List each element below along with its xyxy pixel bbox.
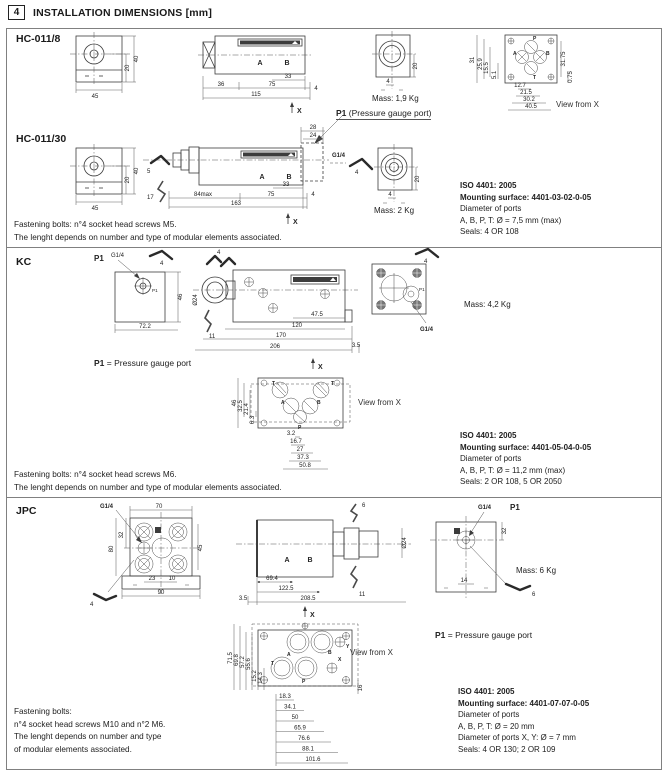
dim-label: 4	[388, 192, 392, 198]
port-label-b: B	[307, 557, 313, 564]
dim-label: 24	[309, 133, 317, 139]
iso-line: ISO 4401: 2005	[458, 687, 515, 696]
model-label-hc30: HC-011/30	[16, 133, 67, 145]
p1-callout	[336, 108, 431, 120]
thread-label: G1/4	[332, 153, 346, 159]
dim-label: 4	[386, 79, 390, 85]
iso-line: Diameter of ports X, Y: Ø = 7 mm	[458, 733, 576, 742]
dim-label: 50	[291, 715, 299, 721]
model-label-hc8: HC-011/8	[16, 33, 61, 45]
iso-line: ISO 4401: 2005	[460, 431, 517, 440]
iso-line: A, B, P, T: Ø = 7,5 mm (max)	[460, 215, 562, 225]
view-from-x-label-jpc: View from X	[350, 648, 393, 657]
dim-label: 4	[314, 86, 318, 92]
dim-label: 101.6	[305, 757, 321, 763]
iso-line: A, B, P, T: Ø = 20 mm	[458, 721, 535, 731]
dim-label: 40.5	[525, 104, 537, 110]
jpc-side-view	[236, 498, 418, 618]
jpc-front-view	[88, 498, 220, 610]
iso-line: Mounting surface: 4401-03-02-0-05	[460, 192, 592, 202]
port-label-p: P	[298, 425, 302, 431]
iso-line: Mounting surface: 4401-05-04-0-05	[460, 442, 592, 452]
dim-label: 3.2	[286, 431, 296, 437]
dim-label: 46	[232, 399, 238, 407]
note-line: Fastening bolts: n°4 socket head screws M6.	[14, 470, 177, 479]
iso-line: Diameter of ports	[460, 204, 522, 213]
mass-label-hc30: Mass: 2 Kg	[374, 206, 415, 215]
dim-label: 46	[178, 293, 184, 301]
jpc-mounting-view	[228, 610, 380, 768]
plug-key-size: 4	[90, 602, 94, 608]
dim-label: 16.7	[290, 439, 302, 445]
dim-label: 21.5	[520, 90, 532, 96]
note-line: Fastening bolts: n°4 socket head screws M5.	[14, 220, 177, 229]
hc8-end-view	[370, 29, 420, 95]
dim-label: 16	[358, 684, 364, 692]
port-label-t: T	[533, 75, 537, 81]
port-label-p: P	[533, 36, 537, 42]
dim-label: 69.4	[266, 576, 278, 582]
plug-key-size: 4	[160, 261, 164, 267]
plug-key-size: 4	[355, 170, 359, 176]
dim-label: 122.5	[278, 586, 294, 592]
dim-label: 57.2	[240, 656, 246, 668]
dim-label: 15.5	[484, 62, 490, 74]
mass-label-jpc: Mass: 6 Kg	[516, 566, 557, 575]
x-marker: X	[293, 219, 298, 226]
port-label-b: B	[284, 60, 290, 67]
fastening-note-jpc	[14, 706, 165, 756]
port-label-b: B	[286, 174, 292, 181]
dim-label: 163	[230, 201, 242, 207]
wrench-size: 11	[209, 334, 216, 340]
dim-label: 75	[268, 82, 276, 88]
dim-label: 20	[125, 176, 131, 184]
x-marker: X	[318, 364, 323, 371]
port-label-b: B	[328, 650, 332, 656]
plug-key-size: 4	[424, 259, 428, 265]
dim-label: 40	[134, 55, 140, 63]
dim-label: 33	[284, 74, 292, 80]
dim-label: 30.2	[523, 97, 535, 103]
port-label-a: A	[287, 652, 291, 658]
iso-block-kc	[460, 430, 591, 488]
iso-line: Diameter of ports	[458, 710, 520, 719]
dim-label: 3.5	[351, 343, 361, 349]
iso-line: ISO 4401: 2005	[460, 181, 517, 190]
note-line: Fastening bolts:	[14, 707, 72, 716]
port-label-t: T	[331, 381, 335, 387]
dim-label: 75	[267, 192, 275, 198]
p1-callout-bold: P1	[336, 108, 347, 118]
kc-mounting-view	[233, 370, 373, 472]
dim-label: 31.75	[561, 51, 567, 67]
dim-label: 37.3	[297, 455, 309, 461]
dim-label: 45	[91, 94, 99, 100]
dim-label: 6.3	[250, 415, 256, 425]
kc-side-view	[193, 248, 363, 370]
dim-label: 45	[91, 206, 99, 212]
iso-line: Diameter of ports	[460, 454, 522, 463]
dim-label: 80	[109, 545, 115, 553]
port-label-p: P	[302, 679, 306, 685]
hc8-front-outline	[76, 36, 122, 82]
p1-port-label: P1	[152, 288, 158, 293]
dim-label: 27	[296, 447, 304, 453]
iso-block-hc30	[460, 180, 591, 238]
hc8-front-view	[68, 32, 148, 102]
model-label-kc: KC	[16, 256, 32, 268]
p1-legend-bold: P1	[94, 358, 105, 368]
dim-label: 14.3	[258, 672, 264, 684]
iso-line: Seals: 4 OR 130; 2 OR 109	[458, 744, 556, 754]
dim-label: 50.8	[299, 463, 311, 469]
view-from-x-label-hc8: View from X	[556, 100, 599, 109]
dim-label: 69.8	[234, 654, 240, 666]
port-label-a: A	[259, 174, 265, 181]
iso-line: Mounting surface: 4401-07-07-0-05	[458, 698, 590, 708]
dim-label: 18.3	[279, 694, 291, 700]
dim-label: 55.6	[246, 658, 252, 670]
dim-label: 90	[157, 590, 165, 596]
dim-label: 20	[415, 175, 421, 183]
dim-label: 88.1	[302, 746, 314, 753]
p1-label: P1	[510, 503, 520, 512]
port-label-x: X	[338, 657, 342, 663]
x-marker: X	[297, 108, 302, 115]
dim-label: 32	[119, 531, 125, 539]
fastening-note-kc	[14, 468, 282, 494]
mass-label-kc: Mass: 4,2 Kg	[464, 300, 511, 309]
dim-label: 36	[217, 82, 225, 88]
dim-label: 10	[168, 576, 176, 582]
model-label-jpc: JPC	[16, 505, 37, 517]
dim-label: 15.2	[252, 670, 258, 682]
p1-legend-kc	[94, 358, 191, 368]
port-label-y: Y	[346, 644, 350, 650]
dim-label: 45	[198, 544, 204, 552]
dim-label: 20	[413, 62, 419, 70]
dim-label: 47.5	[311, 312, 323, 318]
kc-end-view	[366, 246, 450, 336]
thread-label: G1/4	[478, 505, 492, 511]
dim-label: 21.4	[244, 403, 250, 415]
port-label-a: A	[281, 400, 285, 406]
p1-legend-bold: P1	[435, 630, 446, 640]
port-label-a: A	[513, 51, 517, 57]
p1-port-label: P1	[419, 287, 425, 292]
dim-label: 76.6	[298, 736, 310, 742]
thread-label: G1/4	[100, 504, 114, 510]
dim-label: 115	[251, 92, 261, 98]
hc8-side-view	[198, 30, 326, 114]
port-label-a: A	[257, 60, 263, 67]
dim-label: 20	[125, 64, 131, 72]
wrench-size: 6	[362, 503, 366, 509]
wrench-size: 17	[147, 195, 154, 201]
dim-label: 4	[311, 192, 315, 198]
dim-label: 120	[291, 323, 303, 329]
dim-label: 170	[275, 333, 287, 339]
dim-label: 34.1	[284, 704, 296, 711]
mass-label-hc8: Mass: 1,9 Kg	[372, 94, 419, 103]
iso-block-jpc	[458, 686, 589, 755]
view-from-x-label-kc: View from X	[358, 398, 401, 407]
dim-label: 208.5	[300, 596, 316, 602]
p1-legend-text: = Pressure gauge port	[445, 630, 533, 640]
dim-label: 71.5	[228, 652, 234, 664]
plug-key-size: 6	[532, 592, 536, 598]
dim-label: 25.9	[478, 58, 484, 70]
p1-legend-text: = Pressure gauge port	[104, 358, 192, 368]
note-line: The lenght depends on number and type	[14, 732, 162, 741]
p1-legend-jpc	[435, 630, 532, 640]
dim-label: 5.1	[492, 70, 498, 80]
section-number-box: 4	[8, 5, 25, 20]
wrench-size: 11	[359, 592, 366, 598]
plug-key-size: 4	[217, 250, 221, 256]
note-line: The lenght depends on number and type of modular elements associated.	[14, 483, 282, 492]
p1-label: P1	[94, 254, 104, 263]
port-label-t: T	[272, 381, 276, 387]
jpc-end-view	[426, 498, 538, 608]
dim-label: Ø24	[193, 294, 199, 306]
dim-label: 0.75	[568, 71, 574, 83]
hc30-side-view	[133, 123, 333, 233]
hc30-end-view	[372, 142, 422, 208]
x-marker: X	[310, 612, 315, 619]
dim-label: 31	[470, 56, 476, 64]
iso-line: Seals: 4 OR 108	[460, 227, 519, 236]
dim-label: 14	[460, 578, 468, 584]
dim-label: Ø24	[402, 537, 408, 549]
kc-front-view	[88, 248, 203, 340]
fastening-note-hc	[14, 218, 282, 244]
note-line: n°4 socket head screws M10 and n°2 M6.	[14, 719, 166, 729]
port-label-b: B	[317, 400, 321, 406]
iso-line: A, B, P, T: Ø = 11,2 mm (max)	[460, 465, 566, 475]
port-label-b: B	[546, 51, 550, 57]
note-line: of modular elements associated.	[14, 744, 132, 754]
port-label-a: A	[284, 557, 290, 564]
iso-line: Seals: 2 OR 108, 5 OR 2050	[460, 477, 562, 486]
port-label-t: T	[271, 661, 275, 667]
dim-label: 23	[148, 576, 156, 582]
dim-label: 72.2	[139, 324, 151, 330]
dim-label: 65.9	[294, 725, 306, 732]
dim-label: 206	[269, 344, 281, 350]
dim-label: 33	[282, 182, 290, 188]
note-line: The lenght depends on number and type of modular elements associated.	[14, 233, 282, 242]
dim-label: 28	[309, 125, 317, 131]
dim-label: 70	[155, 504, 163, 510]
dim-label: 3.5	[238, 596, 248, 602]
dim-label: 12.7	[514, 83, 526, 89]
dim-label: 32	[502, 527, 508, 535]
page-title: INSTALLATION DIMENSIONS [mm]	[33, 7, 213, 19]
thread-label: G1/4	[420, 327, 434, 333]
dim-label: 84max	[193, 192, 213, 198]
thread-label: G1/4	[111, 253, 125, 259]
hex-key-size: 5	[147, 169, 151, 175]
dim-label: 40	[134, 167, 140, 175]
p1-callout-text: (Pressure gauge port)	[346, 108, 432, 118]
dim-label: 32.5	[238, 400, 244, 412]
